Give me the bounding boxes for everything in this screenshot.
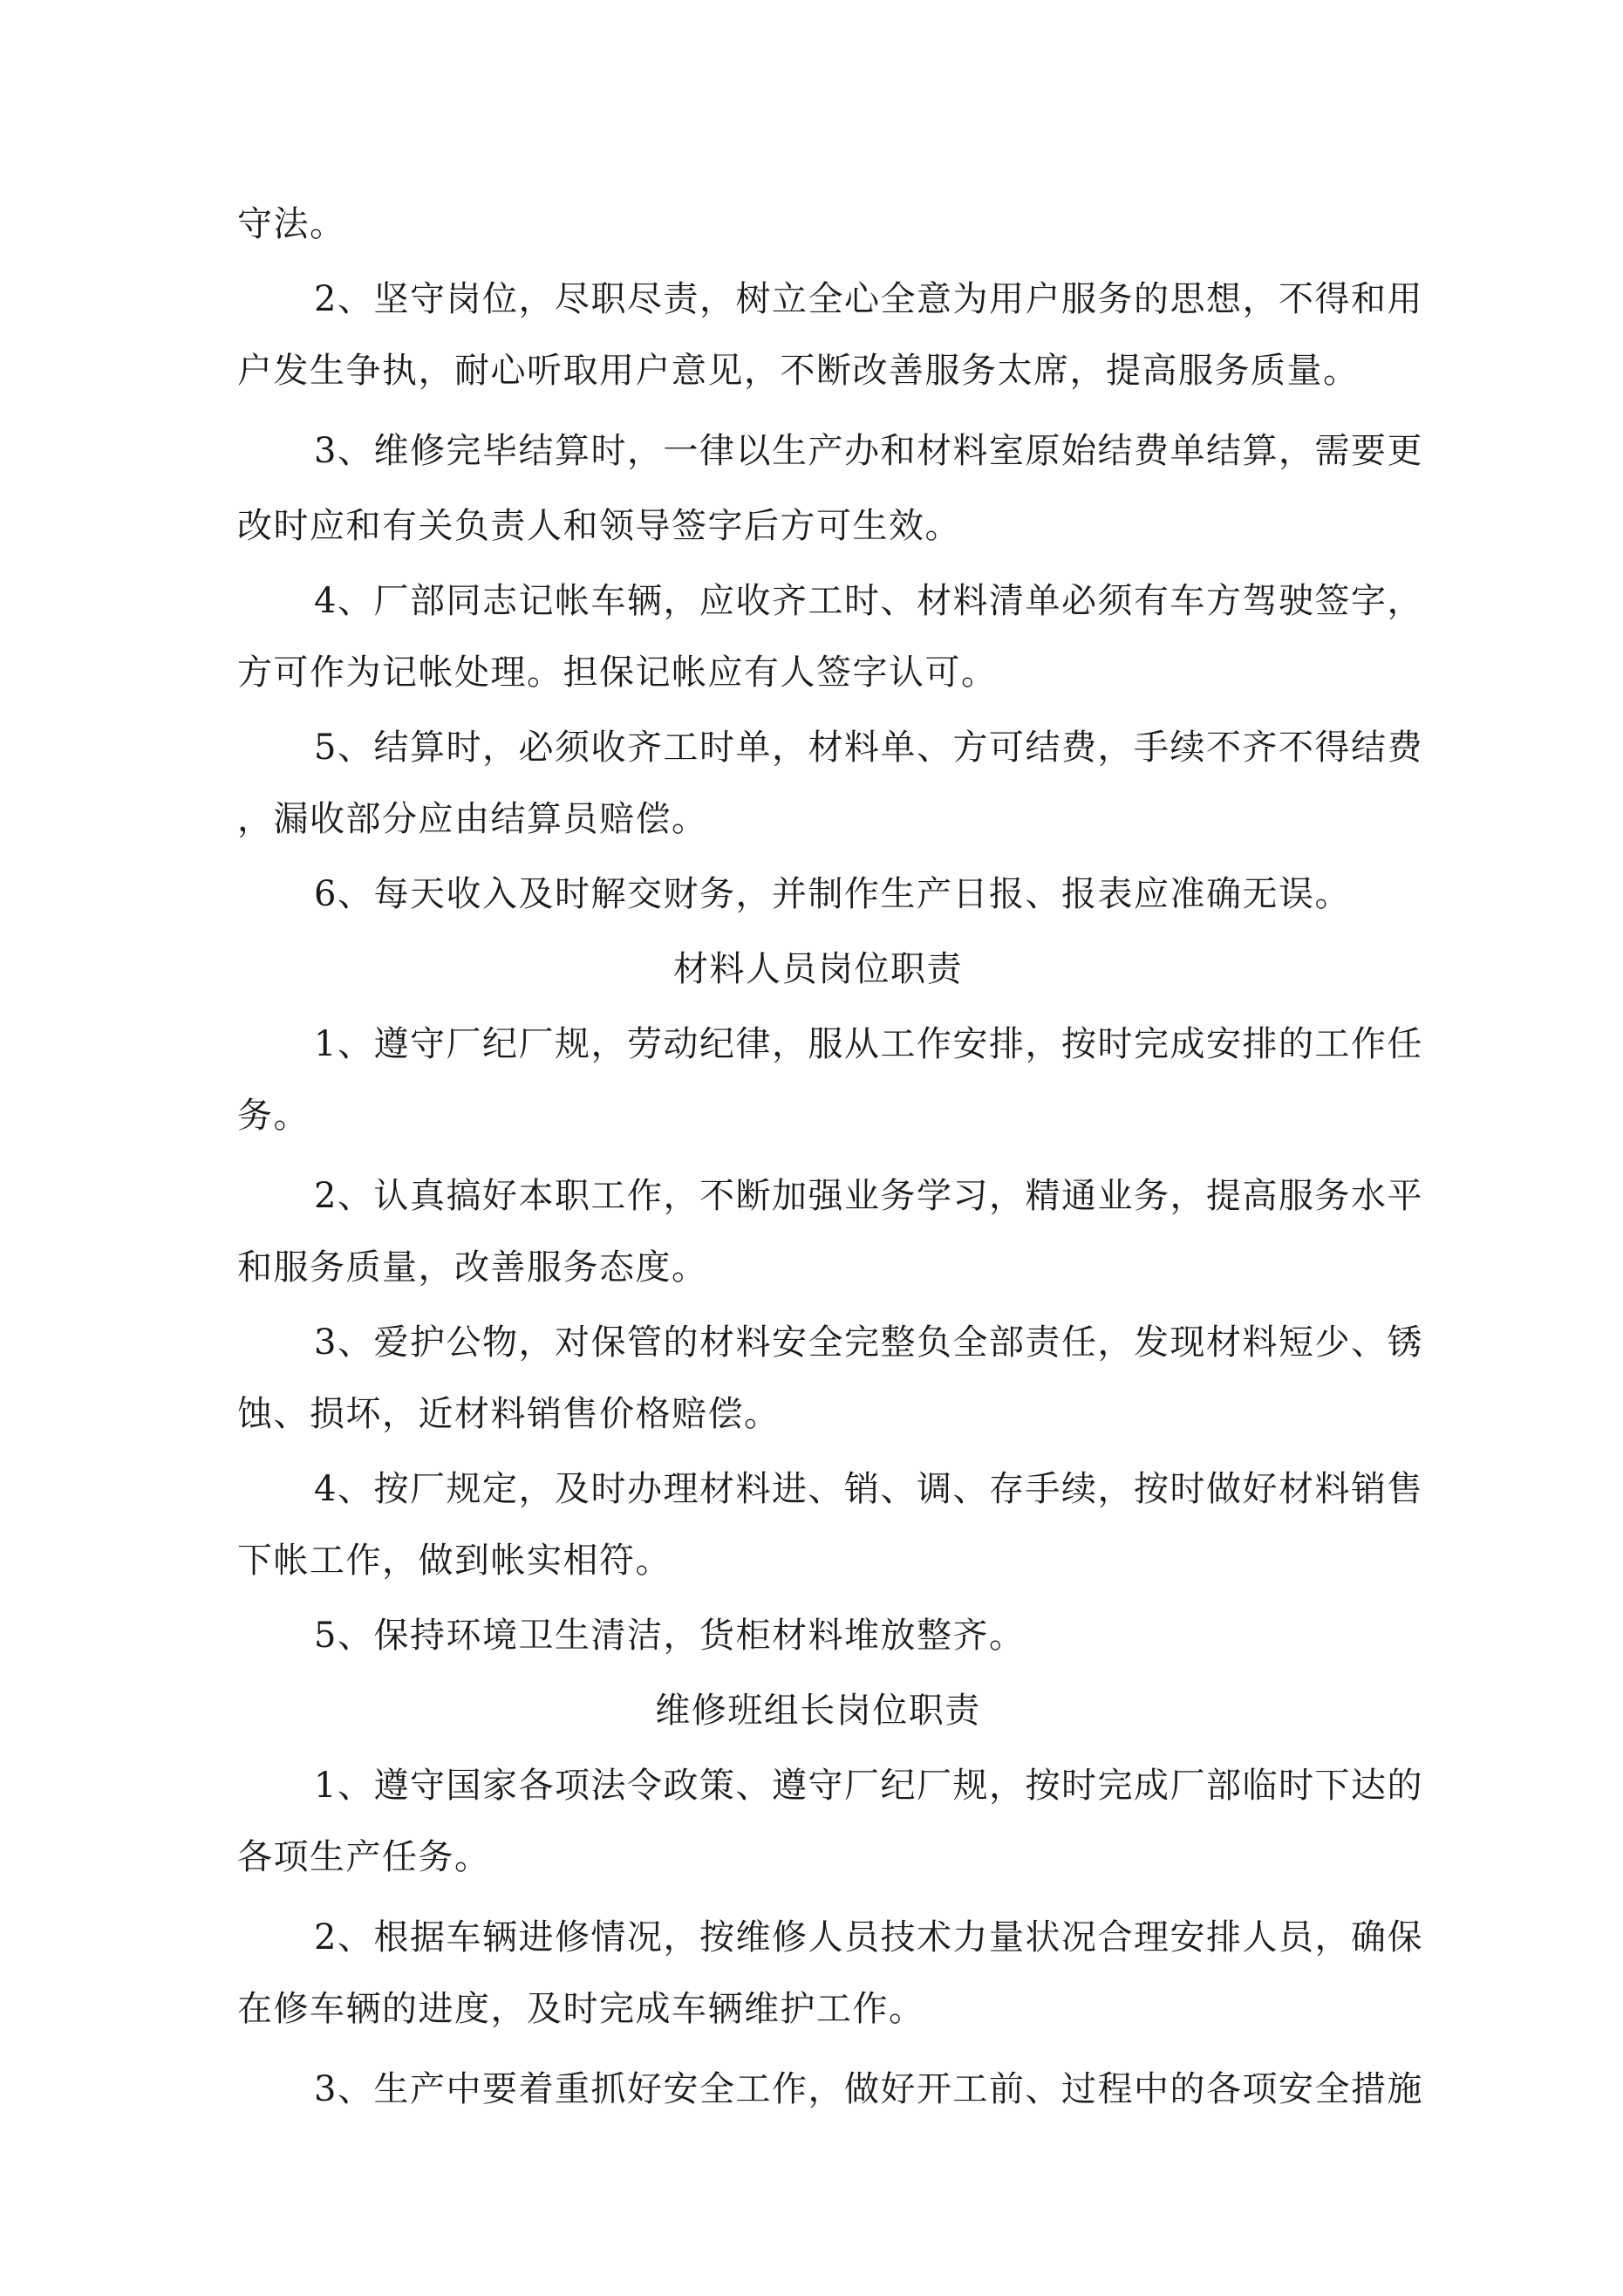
list-item-line: 各项生产任务。 xyxy=(237,1837,491,1877)
list-item-line: 6、每天收入及时解交财务，并制作生产日报、报表应准确无误。 xyxy=(314,874,1351,914)
list-item-line: 改时应和有关负责人和领导签字后方可生效。 xyxy=(237,506,961,546)
list-item-line: 1、遵守国家各项法令政策、遵守厂纪厂规，按时完成厂部临时下达的 xyxy=(314,1766,1423,1806)
list-item-line: 2、根据车辆进修情况，按维修人员技术力量状况合理安排人员，确保 xyxy=(314,1917,1423,1958)
section-title: 维修班组长岗位职责 xyxy=(655,1691,981,1731)
list-item-line: 5、结算时，必须收齐工时单，材料单、方可结费，手续不齐不得结费 xyxy=(314,728,1423,768)
list-item-line: 1、遵守厂纪厂规，劳动纪律，服从工作安排，按时完成安排的工作任 xyxy=(314,1024,1423,1064)
list-item-line: 4、厂部同志记帐车辆，应收齐工时、材料清单必须有车方驾驶签字， xyxy=(314,581,1423,621)
list-item-line: 3、维修完毕结算时，一律以生产办和材料室原始结费单结算，需要更 xyxy=(314,431,1423,471)
document-body xyxy=(237,188,1423,2125)
list-item-line: 3、爱护公物，对保管的材料安全完整负全部责任，发现材料短少、锈 xyxy=(314,1322,1423,1363)
list-item-line: 2、认真搞好本职工作，不断加强业务学习，精通业务，提高服务水平 xyxy=(314,1176,1423,1216)
paragraph-continuation: 守法。 xyxy=(237,204,346,244)
list-item-line: ，漏收部分应由结算员赔偿。 xyxy=(237,799,708,839)
list-item-line: 蚀、损坏，近材料销售价格赔偿。 xyxy=(237,1394,781,1434)
list-item-line: 户发生争执，耐心听取用户意见，不断改善服务太席，提高服务质量。 xyxy=(237,351,1360,391)
list-item-line: 在修车辆的进度，及时完成车辆维护工作。 xyxy=(237,1989,925,2029)
section-title: 材料人员岗位职责 xyxy=(673,949,963,989)
list-item-line: 5、保持环境卫生清洁，货柜材料堆放整齐。 xyxy=(314,1616,1026,1656)
list-item-line: 4、按厂规定，及时办理材料进、销、调、存手续，按时做好材料销售 xyxy=(314,1469,1423,1509)
list-item-line: 和服务质量，改善服务态度。 xyxy=(237,1247,708,1288)
list-item-line: 2、坚守岗位，尽职尽责，树立全心全意为用户服务的思想，不得和用 xyxy=(314,279,1423,319)
list-item-line: 方可作为记帐处理。担保记帐应有人签字认可。 xyxy=(237,653,998,693)
list-item-line: 务。 xyxy=(237,1096,310,1136)
list-item-line: 下帐工作，做到帐实相符。 xyxy=(237,1541,672,1581)
list-item-line: 3、生产中要着重抓好安全工作，做好开工前、过程中的各项安全措施 xyxy=(314,2069,1423,2109)
